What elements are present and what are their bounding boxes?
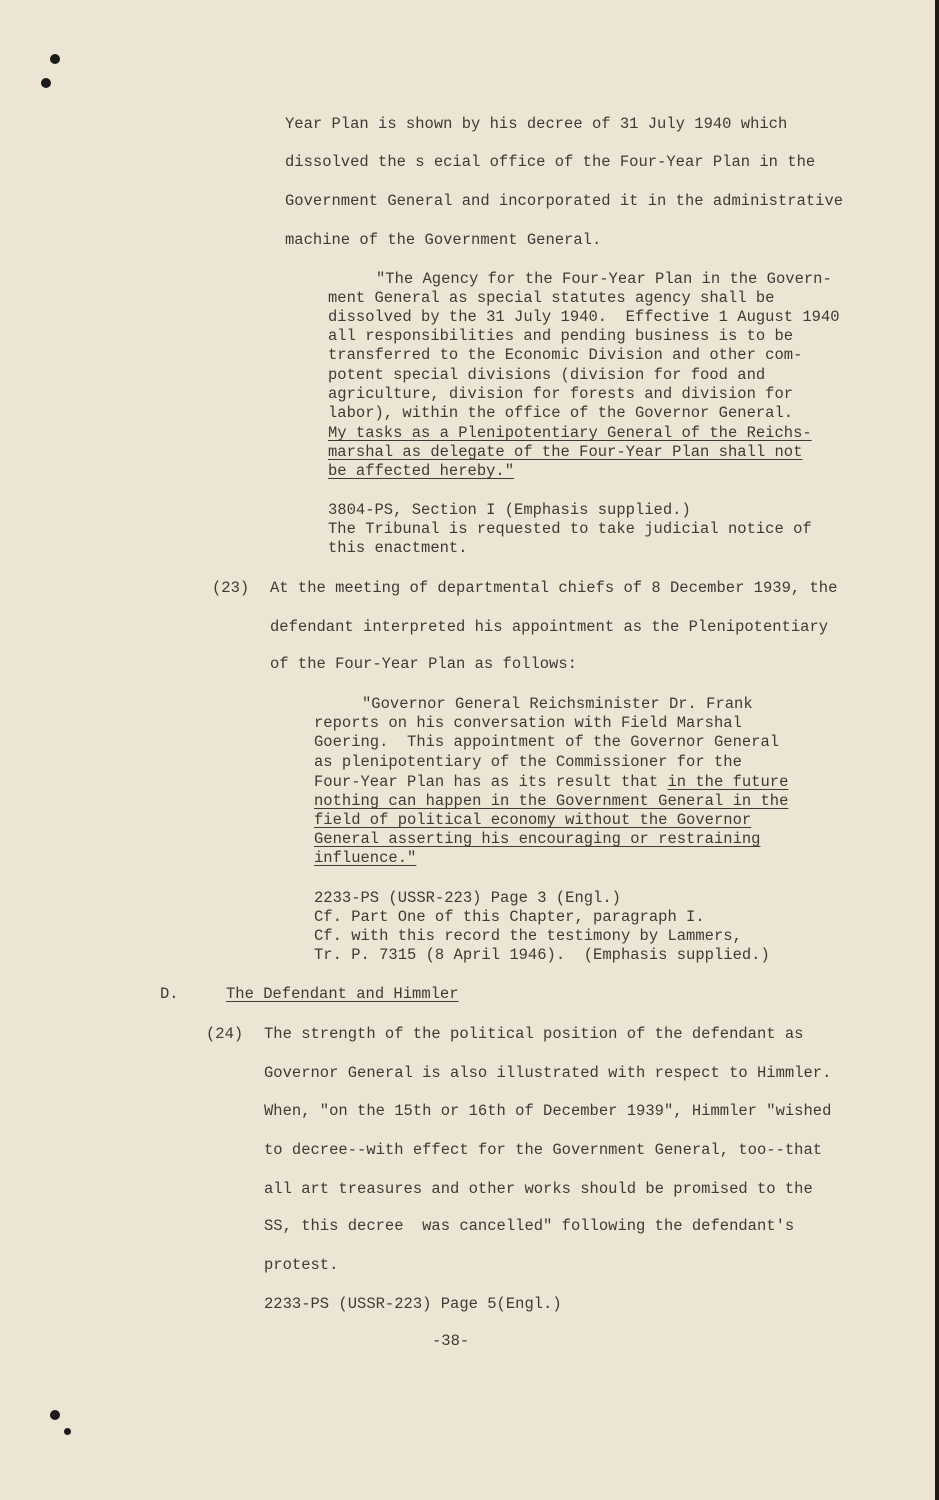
para24-line: The strength of the political position of the defendant as — [264, 1025, 804, 1043]
quote1-emphasis-line: marshal as delegate of the Four-Year Plan shall not — [328, 443, 803, 461]
section-letter: D. — [160, 985, 179, 1003]
citation1-line: 3804-PS, Section I (Emphasis supplied.) — [328, 501, 691, 519]
quote1-line: all responsibilities and pending business is to be — [328, 327, 794, 345]
quote1-line: labor), within the office of the Governor General. — [328, 404, 794, 422]
quote1-line: agriculture, division for forests and division for — [328, 385, 794, 403]
para23-line: At the meeting of departmental chiefs of 8 December 1939, the — [270, 579, 838, 597]
quote2-emphasis-line: influence." — [314, 849, 417, 867]
citation2-line: Tr. P. 7315 (8 April 1946). (Emphasis supplied.) — [314, 946, 770, 964]
quote2-emphasis-line: field of political economy without the Governor — [314, 811, 752, 829]
binder-hole-bottom-2 — [64, 1428, 71, 1435]
quote2-line — [314, 773, 788, 792]
citation2-line: Cf. with this record the testimony by Lammers, — [314, 927, 742, 945]
binder-hole-bottom-1 — [50, 1410, 60, 1420]
para23-line: defendant interpreted his appointment as the Plenipotentiary — [270, 618, 829, 636]
para24-line: Governor General is also illustrated with respect to Himmler. — [264, 1064, 832, 1082]
quote2-line: reports on his conversation with Field Marshal — [314, 714, 742, 732]
citation2-line: Cf. Part One of this Chapter, paragraph I. — [314, 908, 705, 926]
para23-number: (23) — [212, 579, 250, 597]
citation1-line: The Tribunal is requested to take judicial notice of — [328, 520, 812, 538]
page-edge — [935, 0, 939, 1500]
citation3-line: 2233-PS (USSR-223) Page 5(Engl.) — [264, 1295, 562, 1313]
quote1-line: transferred to the Economic Division and other com- — [328, 346, 803, 364]
para24-number: (24) — [206, 1025, 244, 1043]
para-cont-line: dissolved the s ecial office of the Four-Year Plan in the — [285, 153, 816, 171]
quote2-line-text: Four-Year Plan has as its result that — [314, 773, 668, 791]
quote1-line: "The Agency for the Four-Year Plan in the Govern- — [376, 270, 832, 288]
para24-line: to decree--with effect for the Government General, too--that — [264, 1141, 823, 1159]
citation1-line: this enactment. — [328, 539, 468, 557]
quote2-line: Goering. This appointment of the Governor General — [314, 733, 780, 751]
quote1-line: ment General as special statutes agency shall be — [328, 289, 775, 307]
quote2-line: "Governor General Reichsminister Dr. Frank — [362, 695, 753, 713]
quote1-emphasis-line: My tasks as a Plenipotentiary General of the Reichs- — [328, 424, 812, 442]
quote1-line: potent special divisions (division for food and — [328, 366, 766, 384]
section-title: The Defendant and Himmler — [226, 985, 459, 1003]
para-cont-line: machine of the Government General. — [285, 231, 602, 249]
citation2-line: 2233-PS (USSR-223) Page 3 (Engl.) — [314, 889, 621, 907]
para24-line: all art treasures and other works should be promised to the — [264, 1180, 813, 1198]
quote1-emphasis-line: be affected hereby." — [328, 462, 515, 480]
para23-line: of the Four-Year Plan as follows: — [270, 655, 577, 673]
para24-line: SS, this decree was cancelled" following the defendant's — [264, 1217, 795, 1235]
quote2-emphasis-line: nothing can happen in the Government General in the — [314, 792, 789, 810]
quote2-emphasis-start: in the future — [667, 773, 789, 791]
quote2-line: as plenipotentiary of the Commissioner for the — [314, 753, 742, 771]
quote1-line: dissolved by the 31 July 1940. Effective 1 August 1940 — [328, 308, 840, 326]
quote2-emphasis-line: General asserting his encouraging or restraining — [314, 830, 761, 848]
binder-hole-top-2 — [41, 78, 51, 88]
page-number: -38- — [432, 1332, 470, 1350]
para24-line: protest. — [264, 1256, 339, 1274]
para24-line: When, "on the 15th or 16th of December 1939", Himmler "wished — [264, 1102, 832, 1120]
para-cont-line: Year Plan is shown by his decree of 31 July 1940 which — [285, 115, 788, 133]
binder-hole-top-1 — [50, 54, 60, 64]
para-cont-line: Government General and incorporated it in the administrative — [285, 192, 844, 210]
